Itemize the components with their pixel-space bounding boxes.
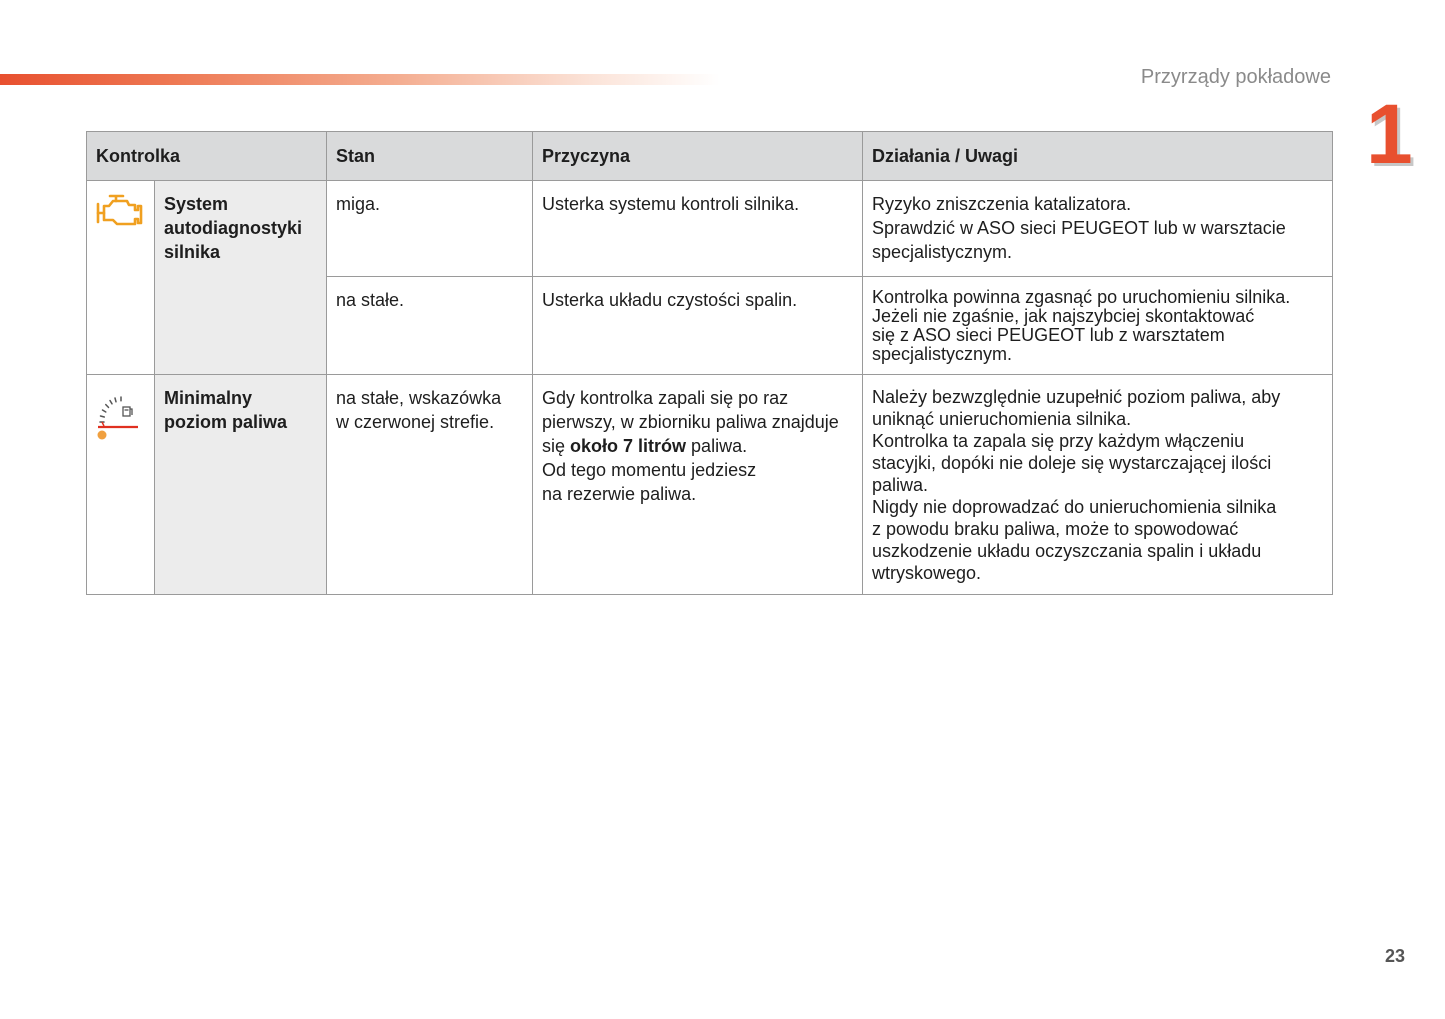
stan-cell: na stałe, wskazówka w czerwonej strefie. <box>327 375 533 595</box>
dzialania-cell: Kontrolka powinna zgasnąć po uruchomieniu silnika. Jeżeli nie zgaśnie, jak najszybciej skontaktować się z ASO sieci PEUGEOT lub z warsztatem specjalistycznym. <box>863 277 1333 375</box>
przyczyna-cell: Usterka układu czystości spalin. <box>533 277 863 375</box>
kontrolka-name-fuel: Minimalny poziom paliwa <box>155 375 327 595</box>
stan-cell: na stałe. <box>327 277 533 375</box>
przyczyna-line-with-bold: się około 7 litrów paliwa. <box>542 436 748 456</box>
warning-lights-table <box>86 131 1333 595</box>
page-number: 23 <box>1384 946 1405 966</box>
engine-check-icon <box>96 192 148 232</box>
fuel-amount-bold: około 7 litrów <box>570 436 687 456</box>
przyczyna-cell: Usterka systemu kontroli silnika. <box>533 181 863 277</box>
icon-cell <box>87 181 155 375</box>
accent-bar <box>0 74 720 85</box>
table-row <box>87 181 1333 277</box>
header-kontrolka: Kontrolka <box>87 132 327 181</box>
header-przyczyna: Przyczyna <box>533 132 863 181</box>
table-row <box>87 375 1333 595</box>
stan-cell: miga. <box>327 181 533 277</box>
dzialania-cell: Należy bezwzględnie uzupełnić poziom paliwa, aby uniknąć unieruchomienia silnika. Kontrolka ta zapala się przy każdym włączeniu stacyjki, dopóki nie doleje się wystarczającej ilości paliwa. Nigdy nie doprowadzać do unieruchomienia silnika z powodu braku paliwa, może to spowodować uszkodzenie układu oczyszczania spalin i układu wtryskowego. <box>863 375 1333 595</box>
icon-cell <box>87 375 155 595</box>
header-dzialania: Działania / Uwagi <box>863 132 1333 181</box>
low-fuel-icon <box>96 386 142 446</box>
section-title: Przyrządy pokładowe <box>1140 66 1331 88</box>
header-stan: Stan <box>327 132 533 181</box>
dzialania-cell: Ryzyko zniszczenia katalizatora. Sprawdzić w ASO sieci PEUGEOT lub w warsztacie specjalistycznym. <box>863 181 1333 277</box>
table-header-row <box>87 132 1333 181</box>
przyczyna-cell: Gdy kontrolka zapali się po raz pierwszy, w zbiorniku paliwa znajduje się około 7 litrów paliwa. Od tego momentu jedziesz na rezerwie paliwa. <box>533 375 863 595</box>
kontrolka-name-engine: System autodiagnostyki silnika <box>155 181 327 375</box>
chapter-number: 1 <box>1366 87 1413 181</box>
